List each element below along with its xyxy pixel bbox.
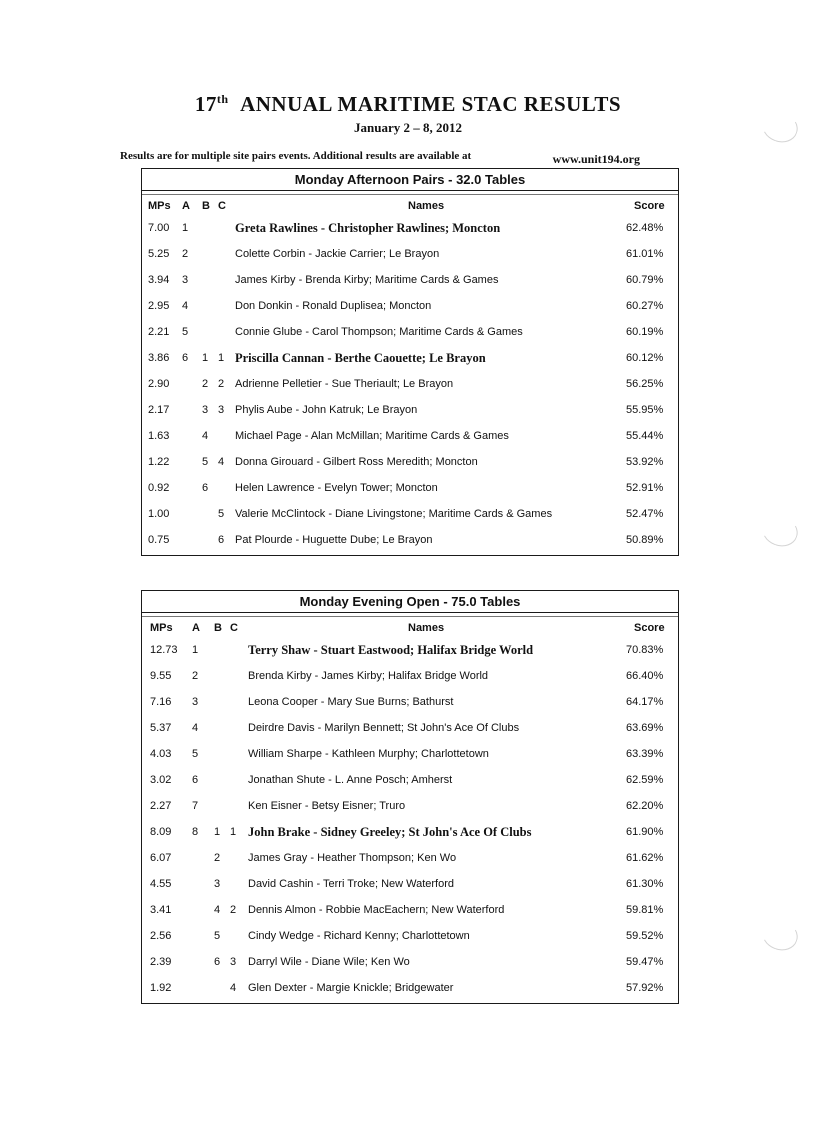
result-row <box>142 295 678 321</box>
cell-mps: 0.75 <box>148 534 170 546</box>
cell-mps: 3.02 <box>150 774 172 786</box>
cell-c: 1 <box>230 826 237 838</box>
cell-b: 6 <box>202 482 209 494</box>
result-row <box>142 639 678 665</box>
cell-names: John Brake - Sidney Greeley; St John's Ace Of Clubs <box>248 825 532 839</box>
cell-mps: 8.09 <box>150 826 172 838</box>
cell-names: Valerie McClintock - Diane Livingstone; Maritime Cards & Games <box>235 508 553 520</box>
cell-score: 61.90% <box>626 826 664 838</box>
cell-score: 50.89% <box>626 534 664 546</box>
title-text: ANNUAL MARITIME STAC RESULTS <box>240 92 622 116</box>
cell-mps: 1.63 <box>148 430 170 442</box>
cell-mps: 3.41 <box>150 904 172 916</box>
cell-b: 6 <box>214 956 221 968</box>
cell-names: Darryl Wile - Diane Wile; Ken Wo <box>248 956 410 968</box>
cell-mps: 1.22 <box>148 456 170 468</box>
cell-score: 60.12% <box>626 352 664 364</box>
cell-a: 3 <box>192 696 199 708</box>
cell-score: 60.19% <box>626 326 664 338</box>
cell-score: 63.69% <box>626 722 664 734</box>
cell-names: Ken Eisner - Betsy Eisner; Truro <box>248 800 406 812</box>
cell-mps: 4.03 <box>150 748 172 760</box>
cell-names: Leona Cooper - Mary Sue Burns; Bathurst <box>248 696 454 708</box>
cell-names: Helen Lawrence - Evelyn Tower; Moncton <box>235 482 438 494</box>
column-header-score: Score <box>634 200 665 212</box>
cell-b: 2 <box>202 378 209 390</box>
result-row <box>142 899 678 925</box>
cell-names: William Sharpe - Kathleen Murphy; Charlottetown <box>248 748 489 760</box>
cell-score: 61.01% <box>626 248 664 260</box>
result-row <box>142 373 678 399</box>
cell-names: James Kirby - Brenda Kirby; Maritime Cards & Games <box>235 274 499 286</box>
cell-names: Colette Corbin - Jackie Carrier; Le Brayon <box>235 248 440 260</box>
cell-score: 70.83% <box>626 644 664 656</box>
cell-a: 8 <box>192 826 199 838</box>
binder-hole-mark-middle <box>758 511 802 552</box>
column-header-b: B <box>202 200 210 212</box>
cell-score: 59.52% <box>626 930 664 942</box>
cell-b: 4 <box>202 430 209 442</box>
column-header-b: B <box>214 622 222 634</box>
column-header-mps: MPs <box>148 200 171 212</box>
cell-c: 2 <box>218 378 225 390</box>
result-row <box>142 951 678 977</box>
cell-b: 3 <box>202 404 209 416</box>
cell-a: 6 <box>182 352 189 364</box>
cell-a: 5 <box>182 326 189 338</box>
result-row <box>142 347 678 373</box>
cell-names: Michael Page - Alan McMillan; Maritime Cards & Games <box>235 430 509 442</box>
result-row <box>142 269 678 295</box>
section-title: Monday Afternoon Pairs - 32.0 Tables <box>142 169 678 191</box>
result-row <box>142 977 678 1003</box>
cell-score: 62.20% <box>626 800 664 812</box>
cell-a: 7 <box>192 800 199 812</box>
result-row <box>142 243 678 269</box>
cell-score: 60.79% <box>626 274 664 286</box>
cell-names: Pat Plourde - Huguette Dube; Le Brayon <box>235 534 433 546</box>
result-row <box>142 821 678 847</box>
cell-b: 1 <box>202 352 209 364</box>
column-header-names: Names <box>408 200 445 212</box>
cell-names: Dennis Almon - Robbie MacEachern; New Waterford <box>248 904 505 916</box>
result-row <box>142 529 678 555</box>
cell-b: 2 <box>214 852 221 864</box>
title-ordinal-suffix: th <box>216 92 229 106</box>
cell-score: 61.62% <box>626 852 664 864</box>
cell-mps: 2.39 <box>150 956 172 968</box>
cell-a: 1 <box>182 222 189 234</box>
cell-mps: 5.25 <box>148 248 170 260</box>
result-row <box>142 451 678 477</box>
info-text: Results are for multiple site pairs events. Additional results are available at <box>120 150 472 162</box>
cell-mps: 2.17 <box>148 404 170 416</box>
cell-names: Phylis Aube - John Katruk; Le Brayon <box>235 404 418 416</box>
result-row <box>142 743 678 769</box>
cell-mps: 4.55 <box>150 878 172 890</box>
cell-score: 59.81% <box>626 904 664 916</box>
document-header <box>0 92 816 136</box>
column-header-score: Score <box>634 622 665 634</box>
column-header-row <box>142 195 678 217</box>
title-number: 17 <box>194 92 217 116</box>
cell-a: 6 <box>192 774 199 786</box>
cell-score: 62.48% <box>626 222 664 234</box>
cell-mps: 7.00 <box>148 222 170 234</box>
cell-a: 4 <box>182 300 189 312</box>
cell-c: 2 <box>230 904 237 916</box>
column-header-a: A <box>192 622 200 634</box>
column-header-c: C <box>230 622 238 634</box>
cell-score: 55.95% <box>626 404 664 416</box>
cell-score: 62.59% <box>626 774 664 786</box>
cell-score: 59.47% <box>626 956 664 968</box>
cell-a: 5 <box>192 748 199 760</box>
cell-mps: 1.00 <box>148 508 170 520</box>
cell-names: Greta Rawlines - Christopher Rawlines; Moncton <box>235 221 501 235</box>
cell-score: 60.27% <box>626 300 664 312</box>
cell-mps: 3.94 <box>148 274 170 286</box>
cell-score: 56.25% <box>626 378 664 390</box>
cell-mps: 5.37 <box>150 722 172 734</box>
cell-mps: 3.86 <box>148 352 170 364</box>
cell-c: 3 <box>230 956 237 968</box>
cell-mps: 2.95 <box>148 300 170 312</box>
result-row <box>142 665 678 691</box>
cell-a: 2 <box>192 670 199 682</box>
cell-names: David Cashin - Terri Troke; New Waterford <box>248 878 455 890</box>
cell-score: 64.17% <box>626 696 664 708</box>
result-row <box>142 691 678 717</box>
document-title <box>0 92 816 117</box>
column-header-c: C <box>218 200 226 212</box>
result-row <box>142 925 678 951</box>
cell-score: 53.92% <box>626 456 664 468</box>
cell-score: 52.91% <box>626 482 664 494</box>
cell-b: 5 <box>214 930 221 942</box>
cell-mps: 1.92 <box>150 982 172 994</box>
result-row <box>142 503 678 529</box>
cell-mps: 2.56 <box>150 930 172 942</box>
cell-names: James Gray - Heather Thompson; Ken Wo <box>248 852 457 864</box>
website-url: www.unit194.org <box>552 152 640 166</box>
cell-b: 3 <box>214 878 221 890</box>
cell-mps: 9.55 <box>150 670 172 682</box>
cell-mps: 7.16 <box>150 696 172 708</box>
cell-b: 1 <box>214 826 221 838</box>
cell-names: Cindy Wedge - Richard Kenny; Charlottetown <box>248 930 470 942</box>
column-header-row <box>142 617 678 639</box>
result-row <box>142 717 678 743</box>
cell-names: Connie Glube - Carol Thompson; Maritime Cards & Games <box>235 326 523 338</box>
event-dates: January 2 – 8, 2012 <box>354 120 462 135</box>
cell-c: 6 <box>218 534 225 546</box>
cell-names: Donna Girouard - Gilbert Ross Meredith; Moncton <box>235 456 478 468</box>
cell-c: 3 <box>218 404 225 416</box>
cell-mps: 2.90 <box>148 378 170 390</box>
cell-names: Jonathan Shute - L. Anne Posch; Amherst <box>248 774 453 786</box>
cell-mps: 2.21 <box>148 326 170 338</box>
cell-score: 63.39% <box>626 748 664 760</box>
results-table <box>142 617 678 1003</box>
cell-names: Brenda Kirby - James Kirby; Halifax Bridge World <box>248 670 489 682</box>
result-row <box>142 795 678 821</box>
result-row <box>142 873 678 899</box>
result-row <box>142 769 678 795</box>
result-row <box>142 477 678 503</box>
cell-b: 4 <box>214 904 221 916</box>
cell-a: 4 <box>192 722 199 734</box>
cell-names: Glen Dexter - Margie Knickle; Bridgewater <box>248 982 454 994</box>
cell-names: Deirdre Davis - Marilyn Bennett; St John's Ace Of Clubs <box>248 722 520 734</box>
result-row <box>142 321 678 347</box>
cell-a: 3 <box>182 274 189 286</box>
result-row <box>142 217 678 243</box>
cell-b: 5 <box>202 456 209 468</box>
cell-c: 5 <box>218 508 225 520</box>
cell-names: Terry Shaw - Stuart Eastwood; Halifax Bridge World <box>248 643 534 657</box>
results-info-line <box>120 150 640 166</box>
cell-score: 61.30% <box>626 878 664 890</box>
cell-score: 66.40% <box>626 670 664 682</box>
cell-score: 55.44% <box>626 430 664 442</box>
results-panel-afternoon-pairs <box>141 168 679 556</box>
cell-score: 52.47% <box>626 508 664 520</box>
cell-a: 2 <box>182 248 189 260</box>
cell-c: 4 <box>230 982 237 994</box>
binder-hole-mark-bottom <box>758 915 802 956</box>
cell-names: Priscilla Cannan - Berthe Caouette; Le Brayon <box>235 351 486 365</box>
cell-mps: 2.27 <box>150 800 172 812</box>
cell-mps: 12.73 <box>150 644 178 656</box>
cell-a: 1 <box>192 644 199 656</box>
cell-names: Don Donkin - Ronald Duplisea; Moncton <box>235 300 432 312</box>
cell-mps: 6.07 <box>150 852 172 864</box>
column-header-mps: MPs <box>150 622 173 634</box>
cell-score: 57.92% <box>626 982 664 994</box>
column-header-a: A <box>182 200 190 212</box>
cell-mps: 0.92 <box>148 482 170 494</box>
cell-names: Adrienne Pelletier - Sue Theriault; Le Brayon <box>235 378 454 390</box>
results-panel-evening-open <box>141 590 679 1004</box>
column-header-names: Names <box>408 622 445 634</box>
results-table <box>142 195 678 555</box>
result-row <box>142 425 678 451</box>
cell-c: 1 <box>218 352 225 364</box>
result-row <box>142 399 678 425</box>
section-title: Monday Evening Open - 75.0 Tables <box>142 591 678 613</box>
cell-c: 4 <box>218 456 225 468</box>
result-row <box>142 847 678 873</box>
